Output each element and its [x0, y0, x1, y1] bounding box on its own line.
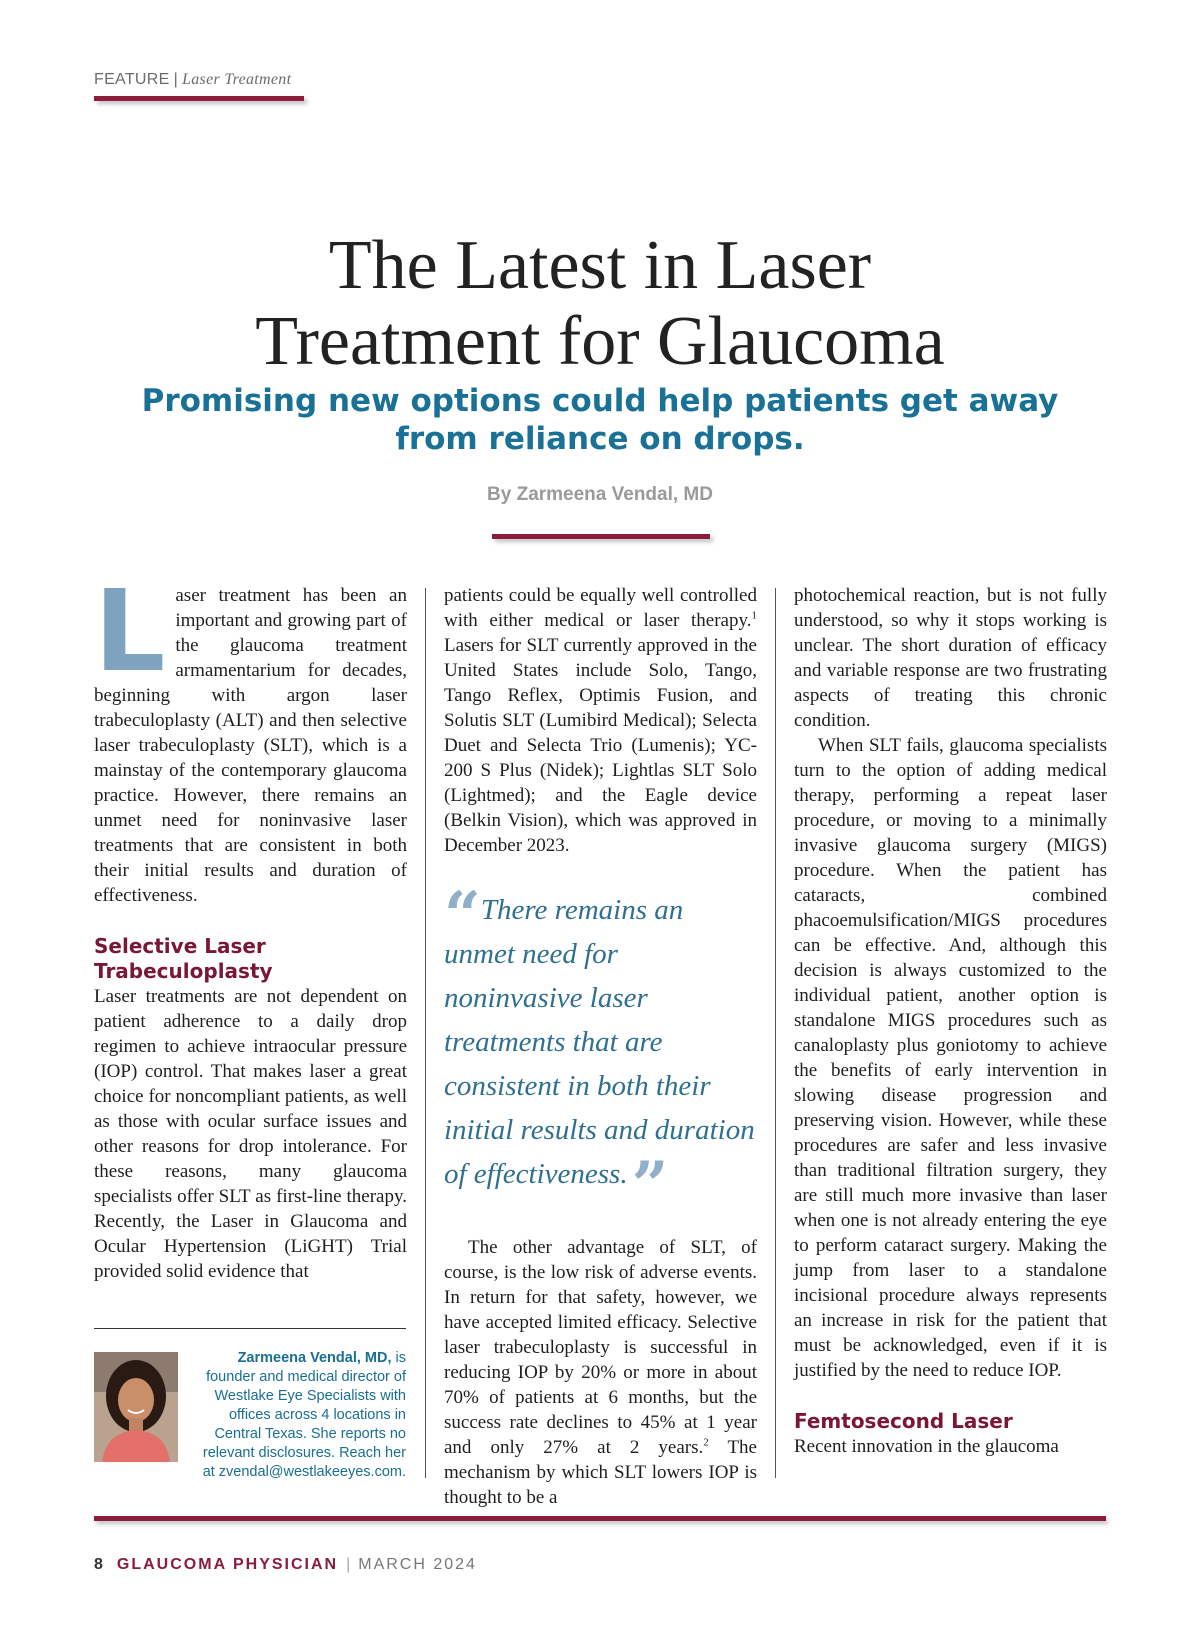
bio-text: is founder and medical director of Westlake Eye Specialists with offices across 4 locations in Central Texas. She reports no relevant disclosures. Reach her at zvendal@westlakeeyes.com. — [202, 1350, 406, 1480]
section-kicker — [94, 71, 291, 89]
lasers-text-b: Lasers for SLT currently approved in the United States include Solo, Tango, Tango Reflex, Optimis Fusion, and Solutis SLT (Lumibird Medical); Selecta Duet and Selecta Trio (Lumenis); YC-200 S Plus (Nidek); Lightlas SLT Solo (Lightmed); and the Eagle device (Belkin Vision), which was approved in December 2023. — [444, 635, 757, 856]
title-line-1: The Latest in Laser — [328, 227, 872, 304]
drop-cap: L — [94, 567, 166, 697]
slt-paragraph: Laser treatments are not dependent on patient adherence to a daily drop regimen to achieve intraocular pressure (IOP) control. That makes laser a great choice for noncompliant patients, as well as those with ocular surface issues and other reasons for drop intolerance. For these reasons, many glaucoma specialists offer SLT as first-line therapy. Recently, the Laser in Glaucoma and Ocular Hypertension (LiGHT) Trial provided solid evidence that — [94, 986, 407, 1282]
section-heading-slt: Selective Laser Trabeculoplasty — [94, 934, 273, 983]
bio-name: Zarmeena Vendal, MD, — [237, 1350, 392, 1366]
advantage-text-a: The other advantage of SLT, of course, is the low risk of adverse events. In return for that safety, however, we have accepted limited efficacy. Selective laser trabeculoplasty is successful in reducing IOP by 20% or more in about 70% of patients at 6 months, but the success rate declines to 45% at 1 year and only 27% at 2 years. — [444, 1237, 757, 1458]
section-heading-femtosecond: Femtosecond Laser — [794, 1409, 1013, 1433]
column-2 — [444, 583, 757, 1510]
article-title — [0, 228, 1200, 380]
column-divider-2 — [775, 588, 776, 1478]
kicker-rule — [94, 96, 304, 101]
footer-rule — [94, 1516, 1106, 1521]
column-1 — [94, 567, 407, 1284]
pull-quote-text: There remains an unmet need for noninvasive laser treatments that are consistent in both their initial results and duration of effectiveness. — [444, 894, 755, 1190]
bio-rule — [94, 1328, 406, 1329]
column-3 — [794, 583, 1107, 1459]
issue-date: MARCH 2024 — [358, 1556, 477, 1573]
pull-quote — [444, 878, 757, 1223]
mechanism-paragraph: photochemical reaction, but is not fully understood, so why it stops working is unclear. The short duration of efficacy and variable response are two frustrating aspects of treating this chronic condition. — [794, 585, 1107, 731]
open-quote-icon: “ — [444, 878, 481, 953]
lasers-paragraph — [444, 583, 757, 858]
femtosecond-paragraph: Recent innovation in the glaucoma — [794, 1436, 1059, 1457]
title-line-2: Treatment for Glaucoma — [255, 303, 945, 380]
footer-separator: | — [346, 1556, 351, 1573]
close-quote-icon: ” — [631, 1148, 669, 1223]
byline: By Zarmeena Vendal, MD — [487, 484, 713, 505]
advantage-text-b: The mechanism by which SLT lowers IOP is thought to be a — [444, 1437, 757, 1508]
advantage-paragraph — [444, 1235, 757, 1510]
section-label: FEATURE — [94, 71, 170, 88]
intro-paragraph — [94, 567, 407, 908]
reference-1: 1 — [751, 609, 757, 622]
article-subtitle: Promising new options could help patients get away from reliance on drops. — [141, 383, 1059, 457]
lasers-text-a: patients could be equally well controlled with either medical or laser therapy. — [444, 585, 757, 631]
page-number: 8 — [94, 1556, 103, 1573]
byline-rule — [492, 534, 710, 539]
author-photo — [94, 1352, 178, 1462]
page-footer — [94, 1556, 477, 1574]
author-bio — [198, 1349, 406, 1482]
column-divider-1 — [425, 588, 426, 1478]
intro-text: aser treatment has been an important and growing part of the glaucoma treatment armamentarium for decades, beginning with argon laser trabeculoplasty (ALT) and then selective laser trabeculoplasty (SLT), which is a mainstay of the contemporary glaucoma practice. However, there remains an unmet need for noninvasive laser treatments that are consistent in both their initial results and duration of effectiveness. — [94, 585, 407, 906]
subsection-label: Laser Treatment — [182, 71, 292, 88]
magazine-name: GLAUCOMA PHYSICIAN — [116, 1556, 339, 1573]
reference-2: 2 — [703, 1436, 709, 1449]
slt-fails-paragraph: When SLT fails, glaucoma specialists turn to the option of adding medical therapy, performing a repeat laser procedure, or moving to a minimally invasive glaucoma surgery (MIGS) procedure. When the patient has cataracts, combined phacoemulsification/MIGS procedures can be effective. And, although this decision is always customized to the individual patient, another option is standalone MIGS procedures such as canaloplasty plus goniotomy to achieve the benefits of early intervention in slowing disease progression and preserving vision. However, while these procedures are safer and less invasive than traditional filtration surgery, they are still much more invasive than laser when one is not already entering the eye to perform cataract surgery. Making the jump from laser to a standalone incisional procedure always represents an increase in risk for the patient that must be acknowledged, even if it is justified by the need to reduce IOP. — [794, 735, 1107, 1381]
kicker-separator: | — [173, 71, 179, 88]
